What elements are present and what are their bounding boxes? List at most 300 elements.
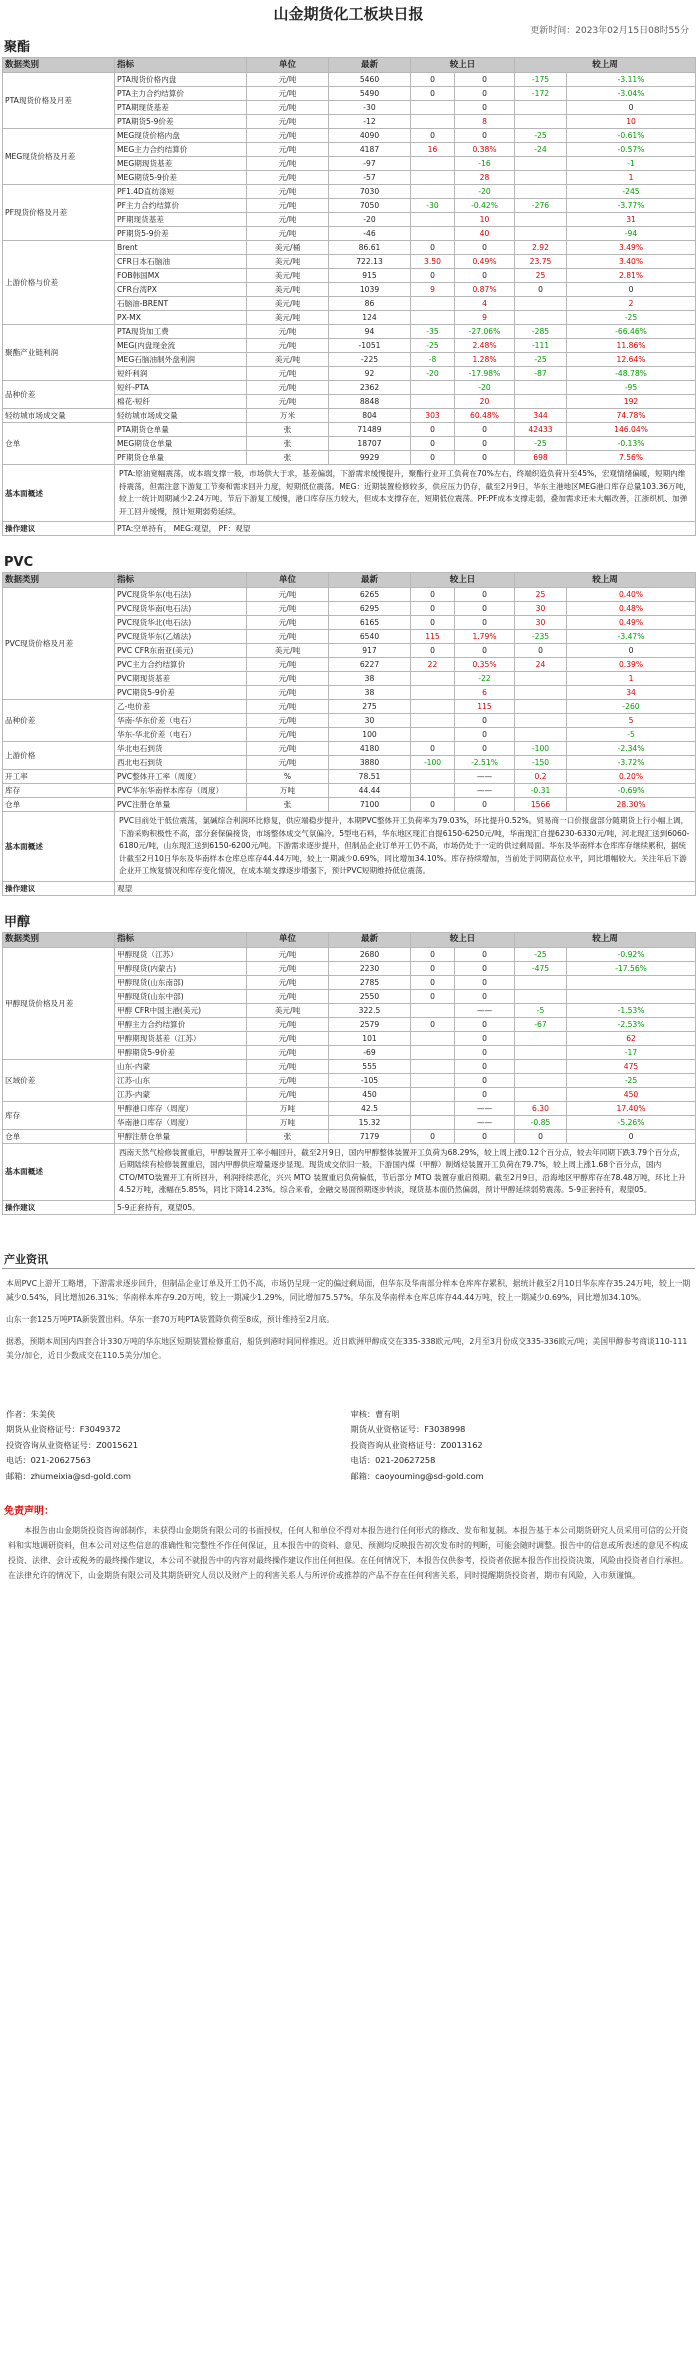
advice-row xyxy=(3,1200,696,1214)
value-cell: 3.40% xyxy=(567,255,696,269)
value-cell: 30 xyxy=(515,616,567,630)
value-cell: 元/吨 xyxy=(247,157,329,171)
value-cell: 2579 xyxy=(329,1017,411,1031)
category-cell: 上游价格 xyxy=(3,742,115,770)
value-cell: 元/吨 xyxy=(247,381,329,395)
value-cell: 0 xyxy=(455,1045,515,1059)
value-cell xyxy=(411,784,455,798)
summary-label: 基本面概述 xyxy=(3,465,115,522)
author-advisory-license: 投资咨询从业资格证号：Z0015621 xyxy=(6,1439,139,1450)
value-cell: -8 xyxy=(411,353,455,367)
category-cell: 库存 xyxy=(3,784,115,798)
indicator-cell: MEG期货5-9价差 xyxy=(115,171,247,185)
update-time: 更新时间：2023年02月15日08时55分 xyxy=(530,26,689,36)
value-cell: -276 xyxy=(515,199,567,213)
value-cell xyxy=(515,1045,567,1059)
header-cell: 较上周 xyxy=(515,932,696,947)
value-cell: 元/吨 xyxy=(247,129,329,143)
value-cell: -5 xyxy=(567,728,696,742)
header-cell: 数据类别 xyxy=(3,573,115,588)
value-cell: 元/吨 xyxy=(247,199,329,213)
value-cell: 344 xyxy=(515,409,567,423)
value-cell xyxy=(411,171,455,185)
header-cell: 最新 xyxy=(329,58,411,73)
value-cell: 0 xyxy=(515,1129,567,1143)
table-row xyxy=(3,784,696,798)
value-cell xyxy=(411,1031,455,1045)
value-cell: -22 xyxy=(455,672,515,686)
value-cell xyxy=(411,157,455,171)
value-cell xyxy=(515,297,567,311)
value-cell: 0.49% xyxy=(567,616,696,630)
value-cell xyxy=(515,686,567,700)
value-cell: 美元/桶 xyxy=(247,241,329,255)
value-cell: 0.40% xyxy=(567,588,696,602)
value-cell: 0 xyxy=(455,798,515,812)
value-cell: 2.48% xyxy=(455,339,515,353)
reviewer-name: 审核：曹有明 xyxy=(350,1408,400,1419)
value-cell: 元/吨 xyxy=(247,171,329,185)
advice-label: 操作建议 xyxy=(3,522,115,536)
summary-text: PTA:原油宽幅震荡，成本端支撑一般，市场供大于求，基差偏弱，下游需求缓慢提升，聚酯行业开工负荷在70%左右，终端织造负荷升至45%，宏观情绪偏暖，短期内维持震荡，但需注意下游复工节奏和需求回升力度，短期低位震荡。MEG：近期装置检修较多，供应压力仍存，截至2月9日，华东主港地区MEG港口库存总量103.36万吨，较上一统计周期减少2.24万吨。节后下游复工缓慢，港口库存压力较大，但成本支撑存在，短期低位震荡。PF:PF成本支撑走弱，叠加需求还未大幅改善，江浙织机、加弹开工回升缓慢，预计短期弱势延续。 xyxy=(115,465,696,522)
indicator-cell: MEG期现货基差 xyxy=(115,157,247,171)
indicator-cell: 乙-电价差 xyxy=(115,700,247,714)
value-cell: 0 xyxy=(411,798,455,812)
value-cell: 0 xyxy=(411,241,455,255)
value-cell: 0 xyxy=(411,87,455,101)
value-cell: 0 xyxy=(455,1017,515,1031)
author-email[interactable]: 邮箱：zhumeixia@sd-gold.com xyxy=(6,1470,132,1481)
value-cell: 0 xyxy=(455,1059,515,1073)
header-cell: 最新 xyxy=(329,573,411,588)
section-title: 聚酯 xyxy=(4,40,31,55)
section-title: PVC xyxy=(4,555,34,570)
indicator-cell: PVC注册仓单量 xyxy=(115,798,247,812)
advice-text: 5-9正套持有，观望05。 xyxy=(115,1200,696,1214)
value-cell: 0 xyxy=(411,947,455,961)
advice-label: 操作建议 xyxy=(3,1200,115,1214)
value-cell: 475 xyxy=(567,1059,696,1073)
value-cell: 0 xyxy=(455,616,515,630)
value-cell: 7100 xyxy=(329,798,411,812)
value-cell: 16 xyxy=(411,143,455,157)
indicator-cell: PVC现货华东(乙烯法) xyxy=(115,630,247,644)
indicator-cell: PVC CFR东南亚(美元) xyxy=(115,644,247,658)
indicator-cell: PVC整体开工率（周度） xyxy=(115,770,247,784)
value-cell: -69 xyxy=(329,1045,411,1059)
value-cell: 元/吨 xyxy=(247,686,329,700)
value-cell: -17.56% xyxy=(567,961,696,975)
indicator-cell: 江苏-山东 xyxy=(115,1073,247,1087)
value-cell xyxy=(411,115,455,129)
value-cell: 8848 xyxy=(329,395,411,409)
header-cell: 数据类别 xyxy=(3,932,115,947)
value-cell: 0 xyxy=(567,101,696,115)
category-cell: PF现货价格及月差 xyxy=(3,185,115,241)
data-table xyxy=(2,932,696,1215)
value-cell: 0 xyxy=(455,975,515,989)
summary-label: 基本面概述 xyxy=(3,1143,115,1200)
value-cell: 元/吨 xyxy=(247,227,329,241)
value-cell: 0 xyxy=(411,423,455,437)
value-cell: -1051 xyxy=(329,339,411,353)
value-cell: 元/吨 xyxy=(247,1059,329,1073)
value-cell: 0.2 xyxy=(515,770,567,784)
value-cell: 38 xyxy=(329,672,411,686)
value-cell xyxy=(411,185,455,199)
indicator-cell: PVC期货5-9价差 xyxy=(115,686,247,700)
value-cell xyxy=(411,1101,455,1115)
value-cell xyxy=(515,115,567,129)
disclaimer-title: 免责声明： xyxy=(4,1506,54,1517)
advice-text: PTA:空单持有， MEG:观望， PF：观望 xyxy=(115,522,696,536)
value-cell: -20 xyxy=(455,381,515,395)
value-cell: 6165 xyxy=(329,616,411,630)
value-cell: —— xyxy=(455,1115,515,1129)
value-cell: 62 xyxy=(567,1031,696,1045)
indicator-cell: 甲醇主力合约结算价 xyxy=(115,1017,247,1031)
value-cell: 74.78% xyxy=(567,409,696,423)
table-row xyxy=(3,1059,696,1073)
value-cell: 25 xyxy=(515,588,567,602)
value-cell: % xyxy=(247,770,329,784)
header-cell: 较上日 xyxy=(411,573,515,588)
value-cell: —— xyxy=(455,770,515,784)
category-cell: 仓单 xyxy=(3,1129,115,1143)
category-cell: MEG现货价格及月差 xyxy=(3,129,115,185)
indicator-cell: PTA期货5-9价差 xyxy=(115,115,247,129)
category-cell: 品种价差 xyxy=(3,381,115,409)
value-cell xyxy=(411,686,455,700)
table-row xyxy=(3,381,696,395)
value-cell: 28 xyxy=(455,171,515,185)
value-cell: 0 xyxy=(455,947,515,961)
value-cell xyxy=(515,227,567,241)
author-phone: 电话：021-20627563 xyxy=(6,1455,91,1465)
value-cell: 9 xyxy=(411,283,455,297)
value-cell xyxy=(411,672,455,686)
value-cell: 0.49% xyxy=(455,255,515,269)
value-cell xyxy=(411,381,455,395)
value-cell: -94 xyxy=(567,227,696,241)
value-cell xyxy=(567,975,696,989)
value-cell: 2230 xyxy=(329,961,411,975)
value-cell: 元/吨 xyxy=(247,395,329,409)
value-cell: 5 xyxy=(567,714,696,728)
value-cell: 804 xyxy=(329,409,411,423)
value-cell: 0 xyxy=(455,73,515,87)
value-cell: 24 xyxy=(515,658,567,672)
value-cell xyxy=(411,700,455,714)
value-cell: 0 xyxy=(411,451,455,465)
value-cell: 303 xyxy=(411,409,455,423)
value-cell: 0 xyxy=(455,101,515,115)
indicator-cell: CFR台湾PX xyxy=(115,283,247,297)
indicator-cell: 华南港口库存（周度） xyxy=(115,1115,247,1129)
value-cell: -25 xyxy=(411,339,455,353)
value-cell: 0 xyxy=(455,588,515,602)
value-cell: -20 xyxy=(411,367,455,381)
value-cell: 万吨 xyxy=(247,1115,329,1129)
value-cell: 450 xyxy=(329,1087,411,1101)
value-cell: 42433 xyxy=(515,423,567,437)
value-cell: 1039 xyxy=(329,283,411,297)
reviewer-contact xyxy=(351,1407,696,1485)
indicator-cell: 甲醇现货(山东中部) xyxy=(115,989,247,1003)
value-cell: 0.38% xyxy=(455,143,515,157)
table-header-row xyxy=(3,573,696,588)
value-cell: 美元/吨 xyxy=(247,1003,329,1017)
value-cell: -1 xyxy=(567,157,696,171)
header-cell: 单位 xyxy=(247,58,329,73)
value-cell: 1 xyxy=(567,672,696,686)
value-cell: -25 xyxy=(515,947,567,961)
value-cell: 元/吨 xyxy=(247,1073,329,1087)
value-cell: 0 xyxy=(455,714,515,728)
value-cell: 2.92 xyxy=(515,241,567,255)
value-cell: 2362 xyxy=(329,381,411,395)
value-cell: 元/吨 xyxy=(247,700,329,714)
header-cell: 较上日 xyxy=(411,58,515,73)
category-cell: 开工率 xyxy=(3,770,115,784)
indicator-cell: PVC主力合约结算价 xyxy=(115,658,247,672)
value-cell: 元/吨 xyxy=(247,658,329,672)
value-cell xyxy=(515,672,567,686)
value-cell xyxy=(411,770,455,784)
value-cell: 0.20% xyxy=(567,770,696,784)
value-cell: 张 xyxy=(247,423,329,437)
value-cell: 8 xyxy=(455,115,515,129)
value-cell: 元/吨 xyxy=(247,588,329,602)
table-row xyxy=(3,1129,696,1143)
indicator-cell: PTA主力合约结算价 xyxy=(115,87,247,101)
value-cell: 元/吨 xyxy=(247,616,329,630)
value-cell xyxy=(515,700,567,714)
value-cell: 0.39% xyxy=(567,658,696,672)
table-row xyxy=(3,742,696,756)
value-cell: 0 xyxy=(455,423,515,437)
value-cell: 92 xyxy=(329,367,411,381)
indicator-cell: 甲醇注册仓单量 xyxy=(115,1129,247,1143)
value-cell: 6227 xyxy=(329,658,411,672)
sections-container xyxy=(2,39,695,1233)
value-cell: 25 xyxy=(515,269,567,283)
value-cell: -24 xyxy=(515,143,567,157)
indicator-cell: 华东-华北价差（电石） xyxy=(115,728,247,742)
value-cell: -25 xyxy=(515,353,567,367)
indicator-cell: PVC现货华北(电石法) xyxy=(115,616,247,630)
value-cell: 94 xyxy=(329,325,411,339)
value-cell: -46 xyxy=(329,227,411,241)
value-cell: 275 xyxy=(329,700,411,714)
value-cell: 7050 xyxy=(329,199,411,213)
value-cell: 20 xyxy=(455,395,515,409)
value-cell xyxy=(515,714,567,728)
value-cell: -225 xyxy=(329,353,411,367)
value-cell: 2 xyxy=(567,297,696,311)
value-cell: 11.86% xyxy=(567,339,696,353)
value-cell: -3.77% xyxy=(567,199,696,213)
category-cell: 仓单 xyxy=(3,798,115,812)
value-cell: 1566 xyxy=(515,798,567,812)
value-cell: 美元/吨 xyxy=(247,353,329,367)
category-cell: PTA现货价格及月差 xyxy=(3,73,115,129)
value-cell: 2680 xyxy=(329,947,411,961)
value-cell: 0 xyxy=(455,1031,515,1045)
indicator-cell: 棉花-短纤 xyxy=(115,395,247,409)
value-cell: 917 xyxy=(329,644,411,658)
value-cell: 元/吨 xyxy=(247,1031,329,1045)
value-cell: 322.5 xyxy=(329,1003,411,1017)
value-cell: 18707 xyxy=(329,437,411,451)
value-cell xyxy=(515,1087,567,1101)
value-cell xyxy=(411,728,455,742)
table-header-row xyxy=(3,932,696,947)
value-cell xyxy=(411,395,455,409)
value-cell: 元/吨 xyxy=(247,325,329,339)
value-cell: -475 xyxy=(515,961,567,975)
indicator-cell: 甲醇港口库存（周度） xyxy=(115,1101,247,1115)
summary-text: 西南天然气检修装置重启，甲醇装置开工率小幅回升，截至2月9日，国内甲醇整体装置开工负荷为68.29%，较上周上涨0.12个百分点，较去年同期下跌3.79个百分点，后期陆续有检修装置重启，国内甲醇供应增量逐步显现。现货成交依旧一般，下游国内煤（甲醇）制烯烃装置开工负荷在79.7%，较上周上涨1.68个百分点，国内CTO/MTO装置开工有所回升，利润持续恶化，兴兴 MTO 装置重启负荷偏低，节后部分 MTO 装置存重启预期。截至2月9日，沿海地区甲醇库存在78.48万吨，环比上升4.52万吨，涨幅在5.85%，同比下降14.23%。综合来看，金融交易面预期逐步转淡，现货基本面仍然偏弱，预计甲醇延续弱势震荡。5-9正套持有，观望05。 xyxy=(115,1143,696,1200)
value-cell: 6265 xyxy=(329,588,411,602)
value-cell xyxy=(411,1059,455,1073)
industry-title: 产业资讯 xyxy=(2,1251,695,1269)
value-cell: 元/吨 xyxy=(247,989,329,1003)
header-cell: 最新 xyxy=(329,932,411,947)
table-row xyxy=(3,241,696,255)
reviewer-advisory-license: 投资咨询从业资格证号：Z0013162 xyxy=(350,1439,483,1450)
value-cell: —— xyxy=(455,1101,515,1115)
value-cell: 0 xyxy=(455,644,515,658)
value-cell: -0.31 xyxy=(515,784,567,798)
value-cell: 0.87% xyxy=(455,283,515,297)
value-cell: 22 xyxy=(411,658,455,672)
value-cell: 0 xyxy=(411,1017,455,1031)
value-cell: 30 xyxy=(329,714,411,728)
table-row xyxy=(3,770,696,784)
value-cell: -100 xyxy=(515,742,567,756)
value-cell: —— xyxy=(455,1003,515,1017)
indicator-cell: 甲醇期货5-9价差 xyxy=(115,1045,247,1059)
value-cell: 元/吨 xyxy=(247,728,329,742)
value-cell: 450 xyxy=(567,1087,696,1101)
value-cell: 元/吨 xyxy=(247,975,329,989)
value-cell: 元/吨 xyxy=(247,87,329,101)
value-cell: -57 xyxy=(329,171,411,185)
value-cell: 元/吨 xyxy=(247,947,329,961)
indicator-cell: 甲醇现货(内蒙古) xyxy=(115,961,247,975)
header-cell: 单位 xyxy=(247,573,329,588)
value-cell: 元/吨 xyxy=(247,143,329,157)
value-cell xyxy=(515,1059,567,1073)
value-cell: 0 xyxy=(411,975,455,989)
value-cell: 100 xyxy=(329,728,411,742)
value-cell: 60.48% xyxy=(455,409,515,423)
summary-text: PVC目前处于低位震荡，氯碱综合利润环比修复，供应端稳步提升，本期PVC整体开工负荷率为79.03%，环比提升0.52%。贸易商一口价报盘部分随期货上行小幅上调，下游采购积极性不高，部分套保偏接货，市场整体成交气氛偏冷。5型电石料，华东地区现汇自提6150-6250元/吨，华南现汇自提6230-6330元/吨，河北现汇送到6060-6180元/吨，山东现汇送到6150-6200元/吨。下游需求逐步提升，但制品企业订单开工仍不高，市场仍处于一定的供过剩局面。华东及华南样本仓库库存继续累积，据统计截至2月10日华东及华南样本仓库总库存44.44万吨，较上一期减少0.69%，同比增加34.10%。库存持续增加，当前处于同期高位水平，同比增幅较大。关注年后下游企业开工恢复情况和库存变化情况，在成本端支撑逐步增强下，预计PVC短期维持低位震荡。 xyxy=(115,812,696,882)
value-cell: 0 xyxy=(411,73,455,87)
value-cell: 元/吨 xyxy=(247,115,329,129)
value-cell xyxy=(411,1003,455,1017)
indicator-cell: 西北电石到货 xyxy=(115,756,247,770)
indicator-cell: 华北电石到货 xyxy=(115,742,247,756)
value-cell: 0 xyxy=(411,269,455,283)
value-cell: 6 xyxy=(455,686,515,700)
value-cell: 元/吨 xyxy=(247,101,329,115)
value-cell: -66.46% xyxy=(567,325,696,339)
value-cell: 元/吨 xyxy=(247,742,329,756)
value-cell: 0 xyxy=(455,728,515,742)
value-cell: 0 xyxy=(411,742,455,756)
value-cell: 3880 xyxy=(329,756,411,770)
value-cell: -105 xyxy=(329,1073,411,1087)
value-cell: 17.40% xyxy=(567,1101,696,1115)
value-cell: 0 xyxy=(411,961,455,975)
value-cell: -245 xyxy=(567,185,696,199)
indicator-cell: Brent xyxy=(115,241,247,255)
value-cell: —— xyxy=(455,784,515,798)
value-cell: -0.69% xyxy=(567,784,696,798)
value-cell: -5 xyxy=(515,1003,567,1017)
value-cell: -172 xyxy=(515,87,567,101)
reviewer-phone: 电话：021-20627258 xyxy=(350,1455,436,1465)
value-cell: 元/吨 xyxy=(247,1045,329,1059)
author-contact xyxy=(6,1407,351,1485)
value-cell: 美元/吨 xyxy=(247,644,329,658)
value-cell: 0 xyxy=(411,129,455,143)
table-row xyxy=(3,1101,696,1115)
reviewer-email[interactable]: 邮箱：caoyouming@sd-gold.com xyxy=(350,1470,484,1481)
header-cell: 指标 xyxy=(115,573,247,588)
advice-text: 观望 xyxy=(115,881,696,895)
header-cell: 较上周 xyxy=(515,58,696,73)
value-cell: 张 xyxy=(247,1129,329,1143)
value-cell xyxy=(515,395,567,409)
indicator-cell: PF主力合约结算价 xyxy=(115,199,247,213)
value-cell xyxy=(515,311,567,325)
value-cell: -67 xyxy=(515,1017,567,1031)
value-cell: 0 xyxy=(455,1073,515,1087)
author-license: 期货从业资格证号：F3049372 xyxy=(6,1424,121,1434)
table-row xyxy=(3,588,696,602)
industry-news xyxy=(2,1251,695,1363)
value-cell: 915 xyxy=(329,269,411,283)
value-cell: 4187 xyxy=(329,143,411,157)
value-cell: 0 xyxy=(455,1129,515,1143)
value-cell: -0.85 xyxy=(515,1115,567,1129)
value-cell: 元/吨 xyxy=(247,73,329,87)
value-cell: -12 xyxy=(329,115,411,129)
indicator-cell: PTA期现货基差 xyxy=(115,101,247,115)
value-cell: 4090 xyxy=(329,129,411,143)
advice-row xyxy=(3,522,696,536)
indicator-cell: MEG主力合约结算价 xyxy=(115,143,247,157)
indicator-cell: PTA现货加工费 xyxy=(115,325,247,339)
value-cell: 555 xyxy=(329,1059,411,1073)
value-cell: 42.5 xyxy=(329,1101,411,1115)
indicator-cell: MEG石脑油制外盘利润 xyxy=(115,353,247,367)
value-cell: 2550 xyxy=(329,989,411,1003)
value-cell: 0 xyxy=(567,1129,696,1143)
indicator-cell: MEG(内盘现金流 xyxy=(115,339,247,353)
value-cell: 192 xyxy=(567,395,696,409)
value-cell: 0 xyxy=(567,283,696,297)
value-cell xyxy=(411,1045,455,1059)
value-cell: -111 xyxy=(515,339,567,353)
value-cell xyxy=(515,101,567,115)
table-header-row xyxy=(3,58,696,73)
category-cell: 轻纺城市场成交量 xyxy=(3,409,115,423)
indicator-cell: PVC现货华东(电石法) xyxy=(115,588,247,602)
